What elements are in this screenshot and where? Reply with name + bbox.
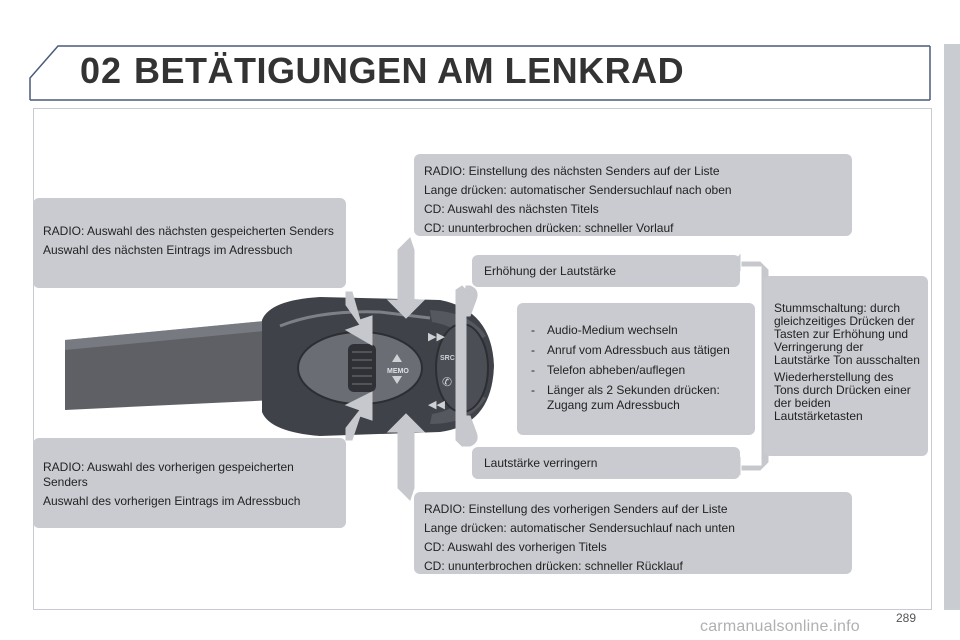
function-item-phone: - Telefon abheben/auflegen bbox=[521, 363, 747, 378]
function-item-media: - Audio-Medium wechseln bbox=[521, 323, 747, 338]
volume-up-label: Erhöhung der Lautstärke bbox=[484, 264, 617, 278]
page-number: 289 bbox=[896, 611, 917, 625]
seek-up-line3: CD: Auswahl des nächsten Titels bbox=[424, 202, 599, 216]
arrow-top-center bbox=[388, 238, 424, 318]
mute-box bbox=[764, 276, 928, 456]
arrow-bottom-center bbox=[388, 414, 424, 500]
seek-down-box bbox=[414, 492, 852, 574]
previous-preset-line2: Auswahl des vorherigen Eintrags im Adressbuch bbox=[43, 494, 301, 508]
function-list-box bbox=[517, 303, 755, 435]
previous-preset-line1: RADIO: Auswahl des vorherigen gespeicherten Senders bbox=[43, 460, 294, 489]
memo-label: MEMO bbox=[387, 368, 409, 375]
function-list bbox=[521, 323, 747, 413]
seek-down-line1: RADIO: Einstellung des vorherigen Senders auf der Liste bbox=[424, 502, 728, 516]
seek-up-line1: RADIO: Einstellung des nächsten Senders auf der Liste bbox=[424, 164, 720, 178]
function-item-call: - Anruf vom Adressbuch aus tätigen bbox=[521, 343, 747, 358]
function-item-addressbook: - Länger als 2 Sekunden drücken: Zugang zum Adressbuch bbox=[521, 383, 747, 413]
next-preset-line1: RADIO: Auswahl des nächsten gespeicherten Senders bbox=[43, 224, 334, 238]
volume-down-label: Lautstärke verringern bbox=[484, 456, 598, 470]
seek-down-line4: CD: ununterbrochen drücken: schneller Rücklauf bbox=[424, 559, 683, 573]
seek-down-line3: CD: Auswahl des vorherigen Titels bbox=[424, 540, 607, 554]
volume-up-box bbox=[472, 255, 740, 287]
next-preset-box bbox=[33, 198, 346, 288]
previous-preset-box bbox=[33, 438, 346, 528]
volume-down-box bbox=[472, 447, 740, 479]
src-label: SRC bbox=[440, 355, 455, 362]
next-preset-line2: Auswahl des nächsten Eintrags im Adressbuch bbox=[43, 243, 293, 257]
prev-icon: ◀◀ bbox=[428, 399, 445, 411]
chapter-number: 02 bbox=[80, 50, 123, 91]
seek-up-line4: CD: ununterbrochen drücken: schneller Vorlauf bbox=[424, 221, 674, 235]
watermark: carmanualsonline.info bbox=[700, 618, 860, 635]
arrow-volume-up bbox=[464, 286, 477, 316]
arrow-volume-down bbox=[464, 416, 477, 446]
mute-line2: Wiederherstellung des Tons durch Drücken einer der beiden Lautstärketasten bbox=[774, 370, 911, 423]
seek-up-box bbox=[414, 154, 852, 236]
seek-up-line2: Lange drücken: automatischer Sendersuchlauf nach oben bbox=[424, 183, 732, 197]
next-icon: ▶▶ bbox=[428, 331, 445, 343]
page-title: BETÄTIGUNGEN AM LENKRAD bbox=[134, 50, 685, 91]
seek-down-line2: Lange drücken: automatischer Sendersuchlauf nach unten bbox=[424, 521, 735, 535]
mute-line1: Stummschaltung: durch gleichzeitiges Drücken der Tasten zur Erhöhung und Verringerung der Lautstärke Ton ausschalten bbox=[774, 301, 920, 367]
phone-icon: ✆ bbox=[442, 375, 453, 389]
